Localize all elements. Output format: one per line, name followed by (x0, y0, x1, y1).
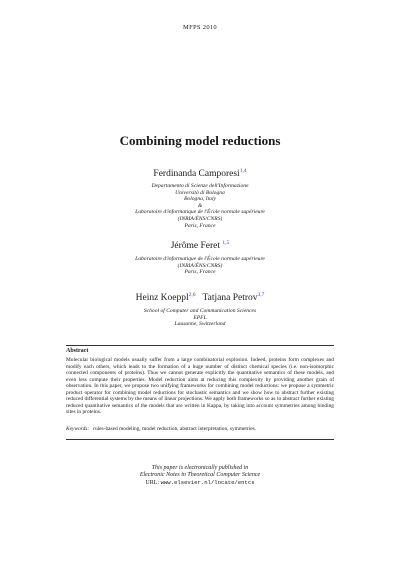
affiliation-epfl (0, 308, 400, 328)
affiliation-line: Departamento di Scienze dell'Informazione (151, 183, 249, 189)
author-name: Heinz Koeppl (135, 293, 189, 303)
venue-header: MFPS 2010 (183, 24, 217, 31)
publication-journal: Electronic Notes in Theoretical Computer Science (139, 472, 261, 479)
affiliation-line: Laboratoire d'informatique de l'École normale supérieure (135, 256, 265, 262)
affiliation-line: & (197, 202, 203, 209)
author-name: Jérôme Feret (170, 241, 221, 251)
author-feret (0, 240, 400, 251)
affiliation-line: (INRIA/ÉNS/CNRS) (177, 262, 223, 269)
authors-koeppl-petrov (0, 292, 400, 303)
affiliation-line: Paris, France (184, 222, 216, 229)
paper-title: Combining model reductions (119, 133, 281, 148)
abstract-heading: Abstract (66, 348, 89, 354)
keywords (66, 426, 334, 433)
author-footnote-ref[interactable]: 1,5 (222, 240, 230, 246)
author-camporesi (0, 168, 400, 179)
author-name: Ferdinanda Camporesi (153, 169, 240, 179)
author-footnote-ref[interactable]: 3,7 (257, 292, 265, 298)
author-footnote-ref[interactable]: 1,4 (239, 168, 247, 174)
affiliation-line: Laboratoire d'informatique de l'École normale supérieure (135, 209, 265, 216)
affiliation-feret (0, 256, 400, 276)
affiliation-line: School of Computer and Communication Sciences (143, 308, 257, 314)
abstract-bottom-rule (66, 439, 334, 440)
affiliation-line: Paris, France (184, 269, 216, 276)
affiliation-line: Bologna, Italy (183, 196, 216, 203)
publication-notice (0, 465, 400, 488)
publication-url-link[interactable]: www.elsevier.nl/locate/entcs (160, 479, 255, 487)
affiliation-line: Università di Bologna (175, 189, 225, 196)
abstract-body: Molecular biological models usually suffer from a large combinatorial explosion. Indeed, proteins form complexes and modify each others, which leads to the formation of a huge number of distinct chemical species (i.e. non-isomorphic connected components of proteins). Thus we cannot generate explicitly the quantitative semantics of these models, and even less compute their properties. Model reduction aims at reducing this complexity by providing another grain of observation. In this paper, we propose two unifying frameworks for combining model reductions: we propose a symmetric product operator for combining model reductions for stochastic semantics and we show how to abstract further existing reduced differential systems by the means of linear projections. We apply both frameworks so as to abstract further existing reduced quantitative semantics of the models that are written in Kappa, by taking into account symmetries among binding sites in proteins. (66, 357, 334, 415)
author-footnote-ref[interactable]: 2,6 (188, 292, 196, 298)
publication-url-line (0, 479, 400, 487)
abstract-top-rule (66, 345, 334, 346)
affiliation-line: Lausanne, Switzerland (174, 321, 226, 328)
author-name: Tatjana Petrov (202, 293, 258, 303)
keywords-label: Keywords: (66, 426, 90, 432)
publication-line: This paper is electronically published in (151, 465, 249, 471)
affiliation-line: (INRIA/ÉNS/CNRS) (177, 215, 223, 222)
keywords-text: rules-based modeling, model reduction, abstract interpretation, symmetries. (93, 426, 257, 432)
affiliation-line: EPFL (193, 314, 207, 321)
url-label: URL: (145, 480, 160, 487)
affiliation-camporesi (0, 183, 400, 229)
